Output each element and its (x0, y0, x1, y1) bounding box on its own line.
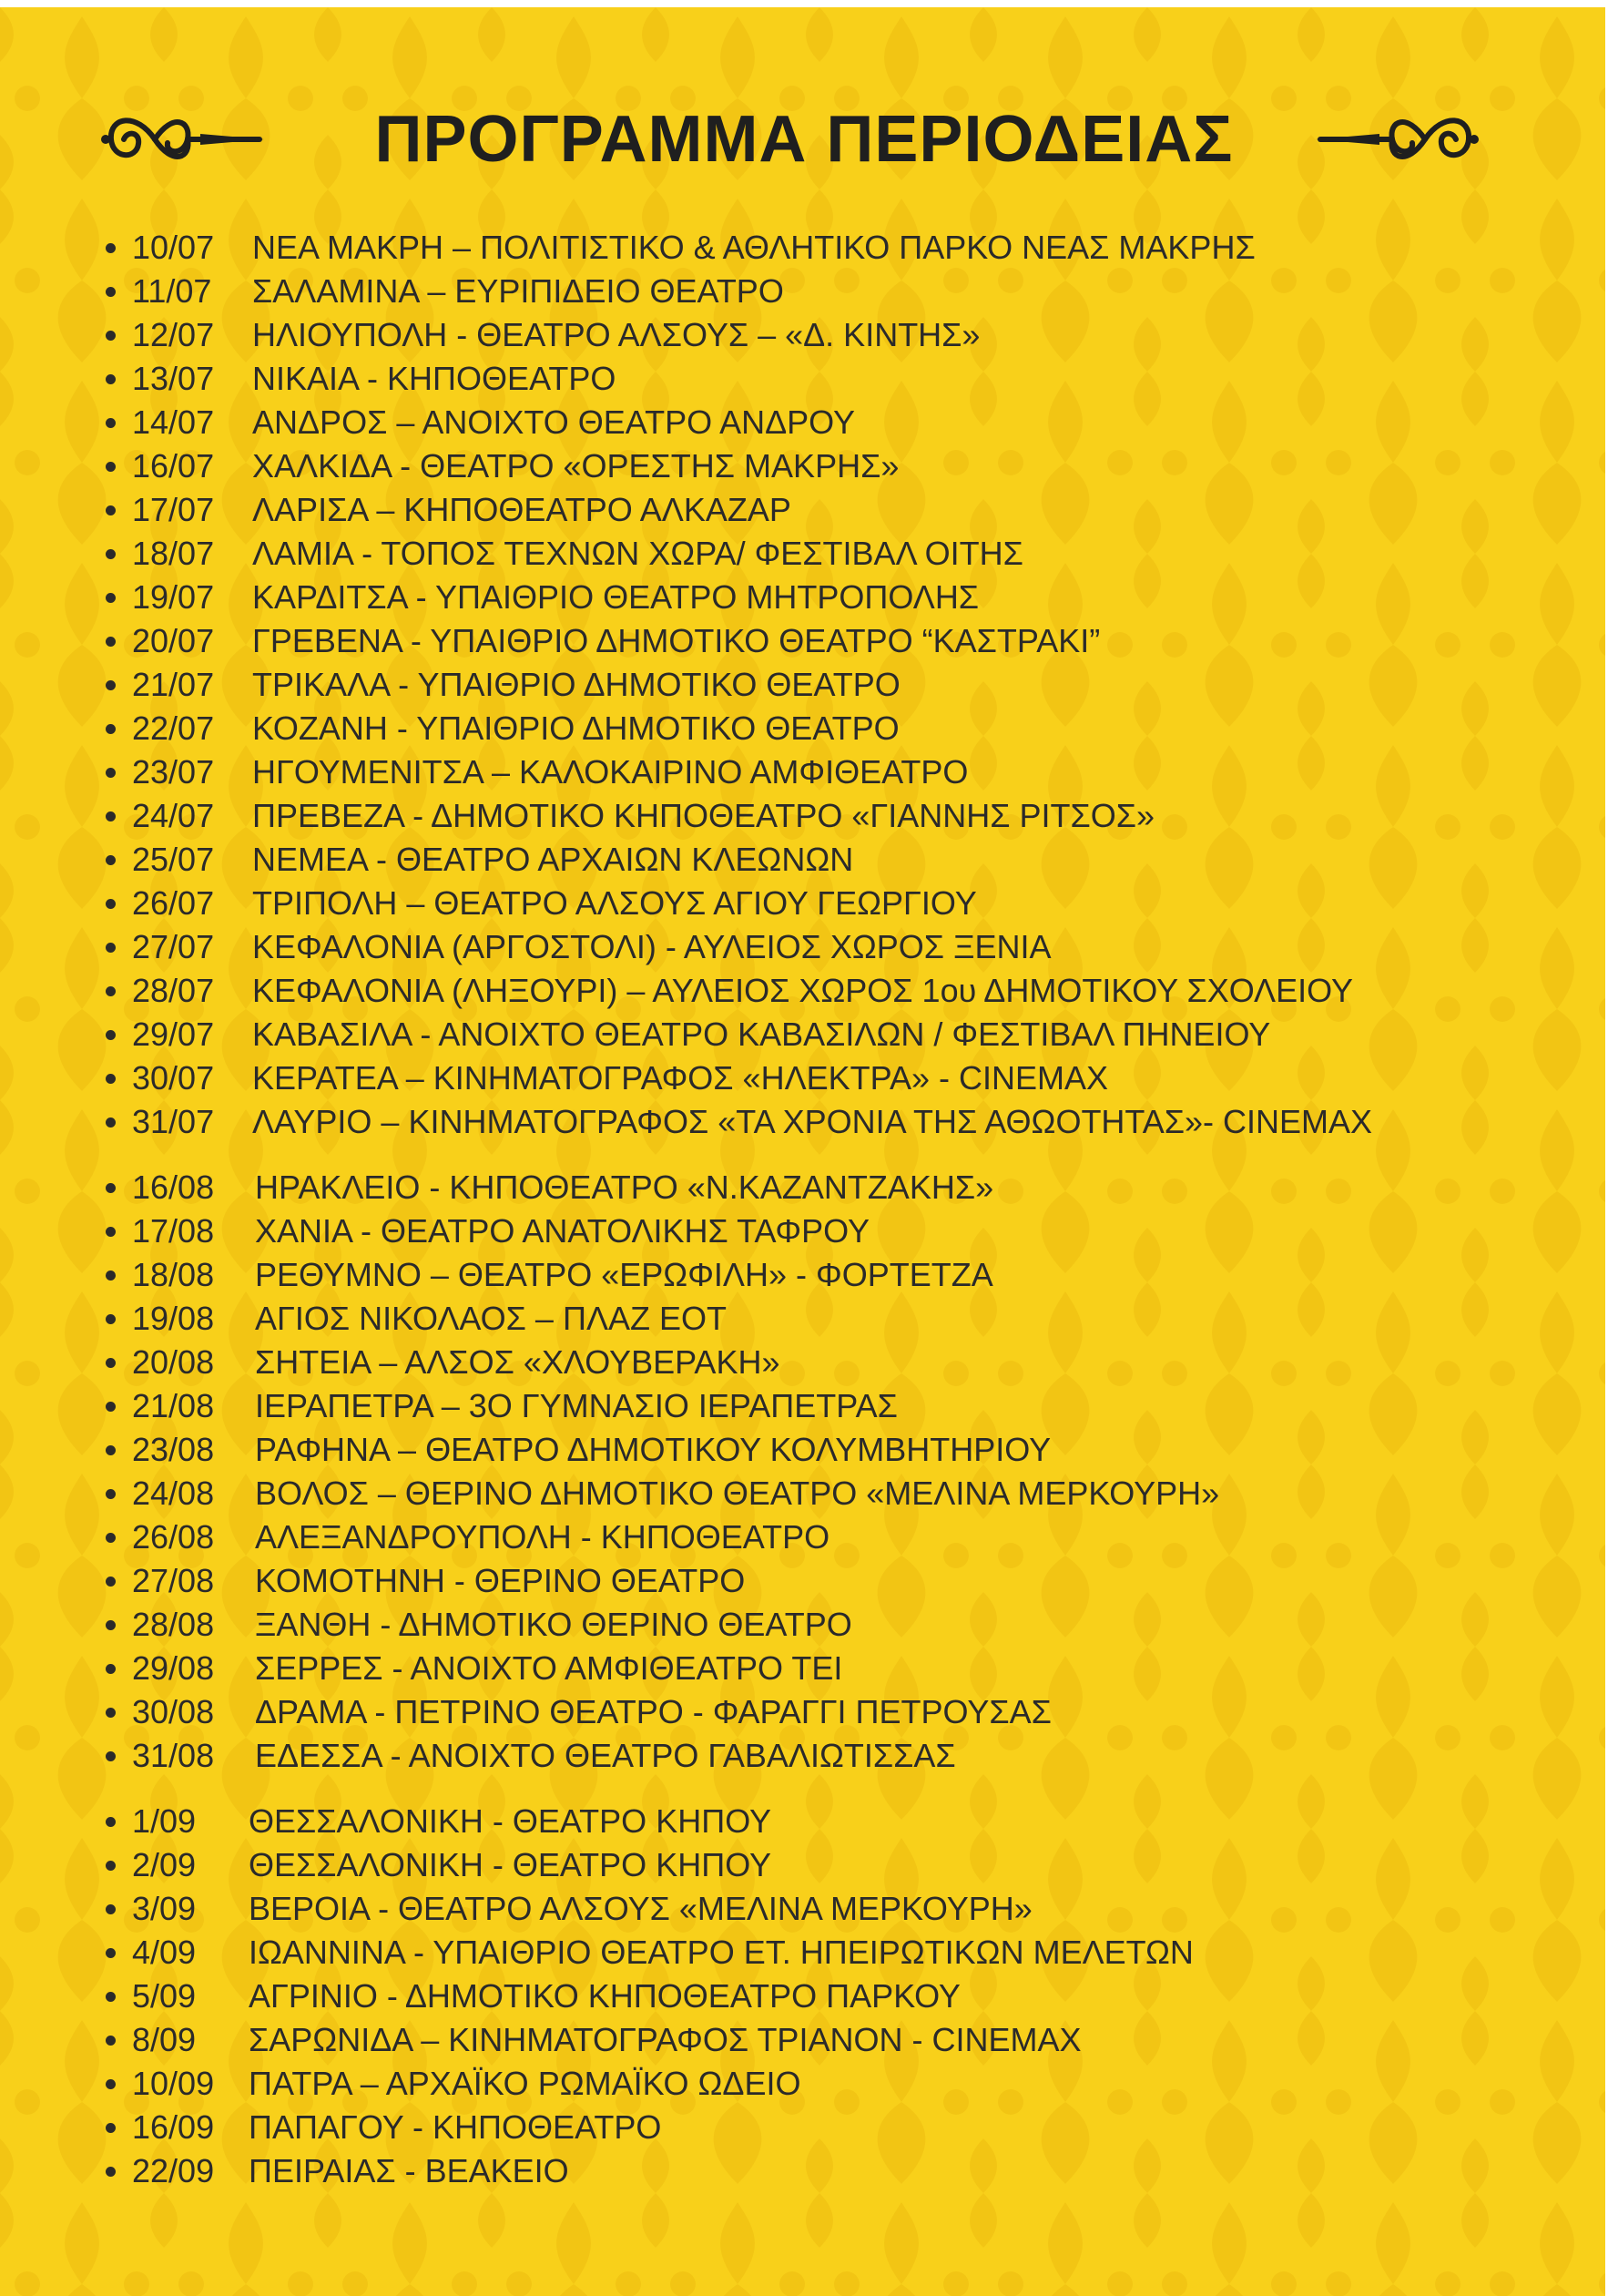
entry-venue: ΕΔΕΣΣΑ - ΑΝΟΙΧΤΟ ΘΕΑΤΡΟ ΓΑΒΑΛΙΩΤΙΣΣΑΣ (255, 1737, 956, 1774)
entry-date: 14/07 (132, 403, 215, 441)
entry-venue: ΔΡΑΜΑ - ΠΕΤΡΙΝΟ ΘΕΑΤΡΟ - ΦΑΡΑΓΓΙ ΠΕΤΡΟΥΣΑΣ (255, 1693, 1052, 1730)
entry-date: 23/07 (132, 753, 215, 791)
schedule-entry (132, 2062, 1372, 2106)
schedule-entry (132, 969, 1372, 1013)
entry-date: 28/07 (132, 972, 215, 1009)
schedule-entry (132, 401, 1372, 444)
entry-date: 16/07 (132, 447, 215, 485)
entry-date: 22/07 (132, 709, 215, 747)
schedule-group-september (132, 1800, 1372, 2193)
entry-venue: ΚΑΡΔΙΤΣΑ - ΥΠΑΙΘΡΙΟ ΘΕΑΤΡΟ ΜΗΤΡΟΠΟΛΗΣ (252, 578, 980, 616)
schedule-entry (132, 1515, 1372, 1559)
schedule-entry (132, 1166, 1372, 1209)
entry-venue: ΠΑΠΑΓΟΥ - ΚΗΠΟΘΕΑΤΡΟ (249, 2108, 662, 2146)
poster-page (0, 7, 1608, 2296)
entry-venue: ΡΕΘΥΜΝΟ – ΘΕΑΤΡΟ «ΕΡΩΦΙΛΗ» - ΦΟΡΤΕΤΖΑ (255, 1256, 993, 1293)
entry-date: 21/07 (132, 666, 215, 703)
entry-venue: ΑΛΕΞΑΝΔΡΟΥΠΟΛΗ - ΚΗΠΟΘΕΑΤΡΟ (255, 1518, 830, 1556)
entry-venue: ΠΡΕΒΕΖΑ - ΔΗΜΟΤΙΚΟ ΚΗΠΟΘΕΑΤΡΟ «ΓΙΑΝΝΗΣ ΡΙΤΣΟΣ» (252, 797, 1155, 834)
entry-date: 16/08 (132, 1168, 215, 1206)
entry-venue: ΠΑΤΡΑ – ΑΡΧΑΪΚΟ ΡΩΜΑΪΚΟ ΩΔΕΙΟ (249, 2065, 801, 2102)
entry-date: 10/09 (132, 2065, 215, 2102)
entry-venue: ΙΩΑΝΝΙΝΑ - ΥΠΑΙΘΡΙΟ ΘΕΑΤΡΟ ΕΤ. ΗΠΕΙΡΩΤΙΚΩΝ ΜΕΛΕΤΩΝ (249, 1934, 1194, 1971)
entry-date: 13/07 (132, 360, 215, 397)
entry-venue: ΗΛΙΟΥΠΟΛΗ - ΘΕΑΤΡΟ ΑΛΣΟΥΣ – «Δ. ΚΙΝΤΗΣ» (252, 316, 981, 353)
entry-date: 4/09 (132, 1934, 197, 1971)
entry-venue: ΗΓΟΥΜΕΝΙΤΣΑ – ΚΑΛΟΚΑΙΡΙΝΟ ΑΜΦΙΘΕΑΤΡΟ (252, 753, 969, 791)
schedule-entry (132, 1931, 1372, 1975)
schedule-entry (132, 1975, 1372, 2018)
entry-venue: ΣΑΡΩΝΙΔΑ – ΚΙΝΗΜΑΤΟΓΡΑΦΟΣ ΤΡΙΑΝΟΝ - CINEMAX (249, 2021, 1082, 2058)
entry-venue: ΡΑΦΗΝΑ – ΘΕΑΤΡΟ ΔΗΜΟΤΙΚΟΥ ΚΟΛΥΜΒΗΤΗΡΙΟΥ (255, 1431, 1052, 1468)
entry-date: 30/08 (132, 1693, 215, 1730)
schedule-entry (132, 750, 1372, 794)
entry-date: 20/08 (132, 1343, 215, 1381)
entry-venue: ΚΟΜΟΤΗΝΗ - ΘΕΡΙΝΟ ΘΕΑΤΡΟ (255, 1562, 746, 1599)
schedule-entry (132, 2106, 1372, 2149)
schedule-entry (132, 488, 1372, 532)
entry-venue: ΚΟΖΑΝΗ - ΥΠΑΙΘΡΙΟ ΔΗΜΟΤΙΚΟ ΘΕΑΤΡΟ (252, 709, 900, 747)
ornament-right-icon (1311, 94, 1480, 185)
entry-date: 18/08 (132, 1256, 215, 1293)
entry-date: 11/07 (132, 272, 212, 310)
entry-venue: ΒΕΡΟΙΑ - ΘΕΑΤΡΟ ΑΛΣΟΥΣ «ΜΕΛΙΝΑ ΜΕΡΚΟΥΡΗ» (249, 1890, 1033, 1927)
schedule-group-july (132, 226, 1372, 1144)
entry-venue: ΘΕΣΣΑΛΟΝΙΚΗ - ΘΕΑΤΡΟ ΚΗΠΟΥ (249, 1846, 772, 1883)
schedule-entry (132, 1647, 1372, 1690)
entry-venue: ΝΕΑ ΜΑΚΡΗ – ΠΟΛΙΤΙΣΤΙΚΟ & ΑΘΛΗΤΙΚΟ ΠΑΡΚΟ ΝΕΑΣ ΜΑΚΡΗΣ (252, 229, 1256, 266)
entry-venue: ΑΓΙΟΣ ΝΙΚΟΛΑΟΣ – ΠΛΑΖ ΕΟΤ (255, 1300, 727, 1337)
page-title: ΠΡΟΓΡΑΜΜΑ ΠΕΡΙΟΔΕΙΑΣ (374, 103, 1234, 176)
schedule-entry (132, 1253, 1372, 1297)
entry-venue: ΣΕΡΡΕΣ - ΑΝΟΙΧΤΟ ΑΜΦΙΘΕΑΤΡΟ ΤΕΙ (255, 1649, 843, 1687)
entry-date: 25/07 (132, 841, 215, 878)
schedule-entry (132, 1341, 1372, 1384)
schedule-entry (132, 270, 1372, 313)
schedule-entry (132, 1384, 1372, 1428)
entry-venue: ΣΑΛΑΜΙΝΑ – ΕΥΡΙΠΙΔΕΙΟ ΘΕΑΤΡΟ (252, 272, 784, 310)
schedule-entry (132, 1013, 1372, 1056)
entry-venue: ΝΕΜΕΑ - ΘΕΑΤΡΟ ΑΡΧΑΙΩΝ ΚΛΕΩΝΩΝ (252, 841, 854, 878)
schedule-entry (132, 1472, 1372, 1515)
schedule-entry (132, 1056, 1372, 1100)
schedule-entry (132, 663, 1372, 707)
schedule-entry (132, 707, 1372, 750)
schedule-entry (132, 1843, 1372, 1887)
schedule-entry (132, 882, 1372, 925)
schedule-entry (132, 1209, 1372, 1253)
entry-date: 18/07 (132, 535, 215, 572)
entry-venue: ΠΕΙΡΑΙΑΣ - ΒΕΑΚΕΙΟ (249, 2152, 569, 2189)
entry-venue: ΧΑΝΙΑ - ΘΕΑΤΡΟ ΑΝΑΤΟΛΙΚΗΣ ΤΑΦΡΟΥ (255, 1212, 870, 1250)
entry-date: 10/07 (132, 229, 215, 266)
entry-date: 17/07 (132, 491, 215, 528)
schedule-entry (132, 226, 1372, 270)
entry-venue: ΑΓΡΙΝΙΟ - ΔΗΜΟΤΙΚΟ ΚΗΠΟΘΕΑΤΡΟ ΠΑΡΚΟΥ (249, 1977, 961, 2015)
entry-venue: ΤΡΙΚΑΛΑ - ΥΠΑΙΘΡΙΟ ΔΗΜΟΤΙΚΟ ΘΕΑΤΡΟ (252, 666, 901, 703)
entry-date: 28/08 (132, 1606, 215, 1643)
schedule-entry (132, 2018, 1372, 2062)
entry-venue: ΛΑΜΙΑ - ΤΟΠΟΣ ΤΕΧΝΩΝ ΧΩΡΑ/ ΦΕΣΤΙΒΑΛ ΟΙΤΗΣ (252, 535, 1023, 572)
entry-date: 26/08 (132, 1518, 215, 1556)
entry-venue: ΚΑΒΑΣΙΛΑ - ΑΝΟΙΧΤΟ ΘΕΑΤΡΟ ΚΑΒΑΣΙΛΩΝ / ΦΕΣΤΙΒΑΛ ΠΗΝΕΙΟΥ (252, 1015, 1271, 1053)
entry-date: 23/08 (132, 1431, 215, 1468)
schedule-entry (132, 313, 1372, 357)
schedule-entry (132, 1100, 1372, 1144)
entry-venue: ΗΡΑΚΛΕΙΟ - ΚΗΠΟΘΕΑΤΡΟ «Ν.ΚΑΖΑΝΤΖΑΚΗΣ» (255, 1168, 994, 1206)
schedule-entry (132, 838, 1372, 882)
entry-date: 8/09 (132, 2021, 197, 2058)
schedule-entry (132, 1690, 1372, 1734)
schedule-entry (132, 444, 1372, 488)
schedule-entry (132, 2149, 1372, 2193)
entry-venue: ΚΕΡΑΤΕΑ – ΚΙΝΗΜΑΤΟΓΡΑΦΟΣ «ΗΛΕΚΤΡΑ» - CINEMAX (252, 1059, 1109, 1097)
entry-venue: ΑΝΔΡΟΣ – ΑΝΟΙΧΤΟ ΘΕΑΤΡΟ ΑΝΔΡΟΥ (252, 403, 856, 441)
entry-venue: ΛΑΡΙΣΑ – ΚΗΠΟΘΕΑΤΡΟ ΑΛΚΑΖΑΡ (252, 491, 791, 528)
entry-venue: ΓΡΕΒΕΝΑ - ΥΠΑΙΘΡΙΟ ΔΗΜΟΤΙΚΟ ΘΕΑΤΡΟ “ΚΑΣΤΡΑΚΙ” (252, 622, 1101, 659)
entry-venue: ΞΑΝΘΗ - ΔΗΜΟΤΙΚΟ ΘΕΡΙΝΟ ΘΕΑΤΡΟ (255, 1606, 852, 1643)
entry-venue: ΣΗΤΕΙΑ – ΑΛΣΟΣ «ΧΛΟΥΒΕΡΑΚΗ» (255, 1343, 780, 1381)
schedule-entry (132, 532, 1372, 576)
entry-venue: ΚΕΦΑΛΟΝΙΑ (ΑΡΓΟΣΤΟΛΙ) - ΑΥΛΕΙΟΣ ΧΩΡΟΣ ΞΕΝΙΑ (252, 928, 1052, 965)
entry-date: 21/08 (132, 1387, 215, 1424)
schedule-entry (132, 794, 1372, 838)
schedule-entry (132, 619, 1372, 663)
entry-date: 1/09 (132, 1802, 197, 1840)
entry-date: 27/08 (132, 1562, 215, 1599)
schedule-entry (132, 1559, 1372, 1603)
schedule-entry (132, 1428, 1372, 1472)
entry-date: 5/09 (132, 1977, 197, 2015)
entry-date: 2/09 (132, 1846, 197, 1883)
entry-date: 17/08 (132, 1212, 215, 1250)
entry-date: 3/09 (132, 1890, 197, 1927)
schedule-entry (132, 576, 1372, 619)
entry-date: 30/07 (132, 1059, 215, 1097)
entry-date: 29/08 (132, 1649, 215, 1687)
entry-date: 26/07 (132, 884, 215, 922)
entry-venue: ΤΡΙΠΟΛΗ – ΘΕΑΤΡΟ ΑΛΣΟΥΣ ΑΓΙΟΥ ΓΕΩΡΓΙΟΥ (252, 884, 977, 922)
entry-venue: ΚΕΦΑΛΟΝΙΑ (ΛΗΞΟΥΡΙ) – ΑΥΛΕΙΟΣ ΧΩΡΟΣ 1ου ΔΗΜΟΤΙΚΟΥ ΣΧΟΛΕΙΟΥ (252, 972, 1353, 1009)
schedule-entry (132, 1603, 1372, 1647)
entry-date: 19/07 (132, 578, 215, 616)
tour-schedule (132, 226, 1372, 2193)
entry-venue: ΒΟΛΟΣ – ΘΕΡΙΝΟ ΔΗΜΟΤΙΚΟ ΘΕΑΤΡΟ «ΜΕΛΙΝΑ ΜΕΡΚΟΥΡΗ» (255, 1475, 1220, 1512)
entry-venue: ΛΑΥΡΙΟ – ΚΙΝΗΜΑΤΟΓΡΑΦΟΣ «ΤΑ ΧΡΟΝΙΑ ΤΗΣ ΑΘΩΟΤΗΤΑΣ»- CINEMAX (252, 1103, 1373, 1140)
entry-date: 24/07 (132, 797, 215, 834)
entry-venue: ΝΙΚΑΙΑ - ΚΗΠΟΘΕΑΤΡΟ (252, 360, 616, 397)
entry-date: 20/07 (132, 622, 215, 659)
entry-date: 12/07 (132, 316, 215, 353)
schedule-entry (132, 925, 1372, 969)
schedule-entry (132, 1297, 1372, 1341)
entry-date: 31/07 (132, 1103, 215, 1140)
entry-date: 31/08 (132, 1737, 215, 1774)
entry-venue: ΙΕΡΑΠΕΤΡΑ – 3Ο ΓΥΜΝΑΣΙΟ ΙΕΡΑΠΕΤΡΑΣ (255, 1387, 898, 1424)
entry-date: 24/08 (132, 1475, 215, 1512)
entry-date: 16/09 (132, 2108, 215, 2146)
schedule-entry (132, 1734, 1372, 1778)
entry-date: 29/07 (132, 1015, 215, 1053)
entry-date: 22/09 (132, 2152, 215, 2189)
schedule-entry (132, 357, 1372, 401)
entry-venue: ΧΑΛΚΙΔΑ - ΘΕΑΤΡΟ «ΟΡΕΣΤΗΣ ΜΑΚΡΗΣ» (252, 447, 900, 485)
title-row (0, 94, 1608, 185)
schedule-entry (132, 1800, 1372, 1843)
schedule-group-august (132, 1166, 1372, 1778)
entry-venue: ΘΕΣΣΑΛΟΝΙΚΗ - ΘΕΑΤΡΟ ΚΗΠΟΥ (249, 1802, 772, 1840)
schedule-entry (132, 1887, 1372, 1931)
entry-date: 19/08 (132, 1300, 215, 1337)
entry-date: 27/07 (132, 928, 215, 965)
